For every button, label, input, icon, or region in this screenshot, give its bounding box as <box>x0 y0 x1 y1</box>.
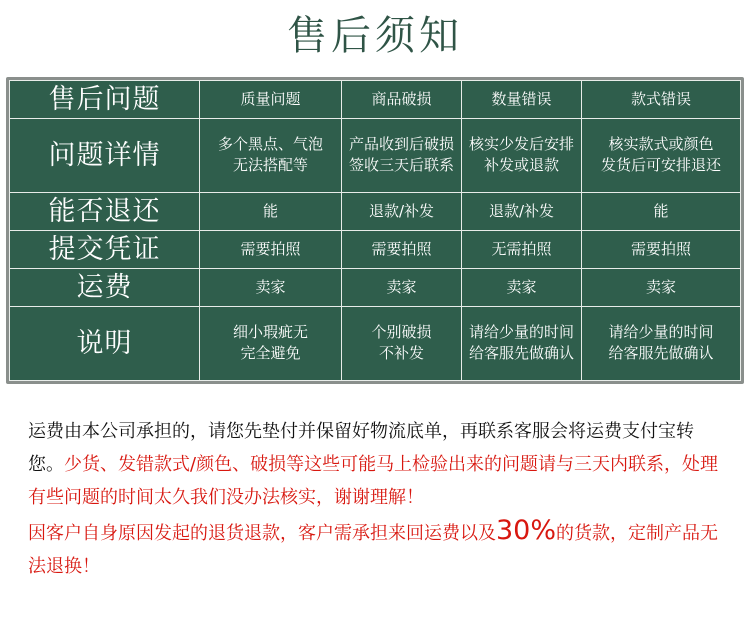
cell-line: 卖家 <box>386 277 417 296</box>
notice-percent-highlight: 30% <box>496 515 557 546</box>
cell-line: 不补发 <box>378 344 424 363</box>
table-row <box>10 193 741 231</box>
table-cell <box>200 193 342 231</box>
cell-line: 给客服先做确认 <box>608 344 714 363</box>
cell-line: 核实款式或颜色 <box>608 135 714 154</box>
table-row <box>10 306 741 380</box>
row-header: 能否退还 <box>10 193 200 231</box>
table-cell <box>582 230 741 268</box>
table-cell <box>462 306 582 380</box>
cell-line: 核实少发后安排 <box>468 135 574 154</box>
cell-line: 产品收到后破损 <box>348 135 454 154</box>
notice-return-policy-end: 的货款，定制产品无法退换！ <box>28 523 719 577</box>
after-sales-table <box>6 77 744 384</box>
cell-line: 退款/补发 <box>488 202 555 220</box>
table-cell <box>462 230 582 268</box>
cell-line: 卖家 <box>645 277 676 296</box>
table-cell <box>462 268 582 306</box>
notice-shipping-text: 运费由本公司承担的，请您先垫付并保留好物流底单，再联系客服会将运费支付宝转您。 <box>28 421 694 475</box>
cell-line: 数量错误 <box>491 89 552 108</box>
after-sales-grid <box>9 80 741 381</box>
table-cell <box>342 306 462 380</box>
table-row <box>10 230 741 268</box>
cell-line: 能 <box>653 202 669 220</box>
row-header: 问题详情 <box>10 118 200 192</box>
cell-line: 款式错误 <box>630 89 691 108</box>
cell-line: 需要拍照 <box>630 239 691 258</box>
cell-line: 补发或退款 <box>483 156 559 175</box>
table-row <box>10 81 741 119</box>
cell-line: 退款/补发 <box>368 202 435 220</box>
table-cell <box>582 306 741 380</box>
notice-return-policy: 因客户自身原因发起的退货退款，客户需承担来回运费以及 <box>28 523 496 544</box>
cell-line: 无法搭配等 <box>232 156 308 175</box>
cell-line: 发货后可安排退还 <box>600 156 721 175</box>
cell-line: 完全避免 <box>240 344 301 363</box>
table-cell <box>462 81 582 119</box>
cell-line: 细小瑕疵无 <box>232 323 308 342</box>
table-cell <box>462 118 582 192</box>
table-cell <box>342 118 462 192</box>
table-cell <box>200 118 342 192</box>
cell-line: 请给少量的时间 <box>608 323 714 342</box>
row-header: 运费 <box>10 268 200 306</box>
table-cell <box>582 118 741 192</box>
cell-line: 签收三天后联系 <box>348 156 454 175</box>
table-cell <box>200 268 342 306</box>
table-cell <box>200 230 342 268</box>
table-cell <box>342 230 462 268</box>
notice-contact-warning: 少货、发错款式/颜色、破损等这些可能马上检验出来的问题请与三天内联系，处理有些问题的时间太久我们没办法核实，谢谢理解！ <box>28 454 719 508</box>
cell-line: 能 <box>262 202 278 220</box>
table-row <box>10 118 741 192</box>
cell-line: 个别破损 <box>371 323 432 342</box>
table-cell <box>462 193 582 231</box>
table-cell <box>342 268 462 306</box>
notice-text <box>28 415 728 583</box>
cell-line: 商品破损 <box>371 89 432 108</box>
table-cell <box>582 268 741 306</box>
cell-line: 给客服先做确认 <box>468 344 574 363</box>
row-header: 说明 <box>10 306 200 380</box>
row-header: 提交凭证 <box>10 230 200 268</box>
cell-line: 需要拍照 <box>371 239 432 258</box>
page-title: 售后须知 <box>287 13 463 59</box>
cell-line: 卖家 <box>506 277 537 296</box>
cell-line: 质量问题 <box>240 89 301 108</box>
table-cell <box>582 81 741 119</box>
cell-line: 卖家 <box>255 277 286 296</box>
cell-line: 请给少量的时间 <box>468 323 574 342</box>
table-row <box>10 268 741 306</box>
cell-line: 无需拍照 <box>491 239 552 258</box>
table-cell <box>200 81 342 119</box>
table-cell <box>342 81 462 119</box>
table-cell <box>200 306 342 380</box>
cell-line: 多个黑点、气泡 <box>217 135 323 154</box>
row-header: 售后问题 <box>10 81 200 119</box>
cell-line: 需要拍照 <box>240 239 301 258</box>
table-cell <box>342 193 462 231</box>
table-cell <box>582 193 741 231</box>
